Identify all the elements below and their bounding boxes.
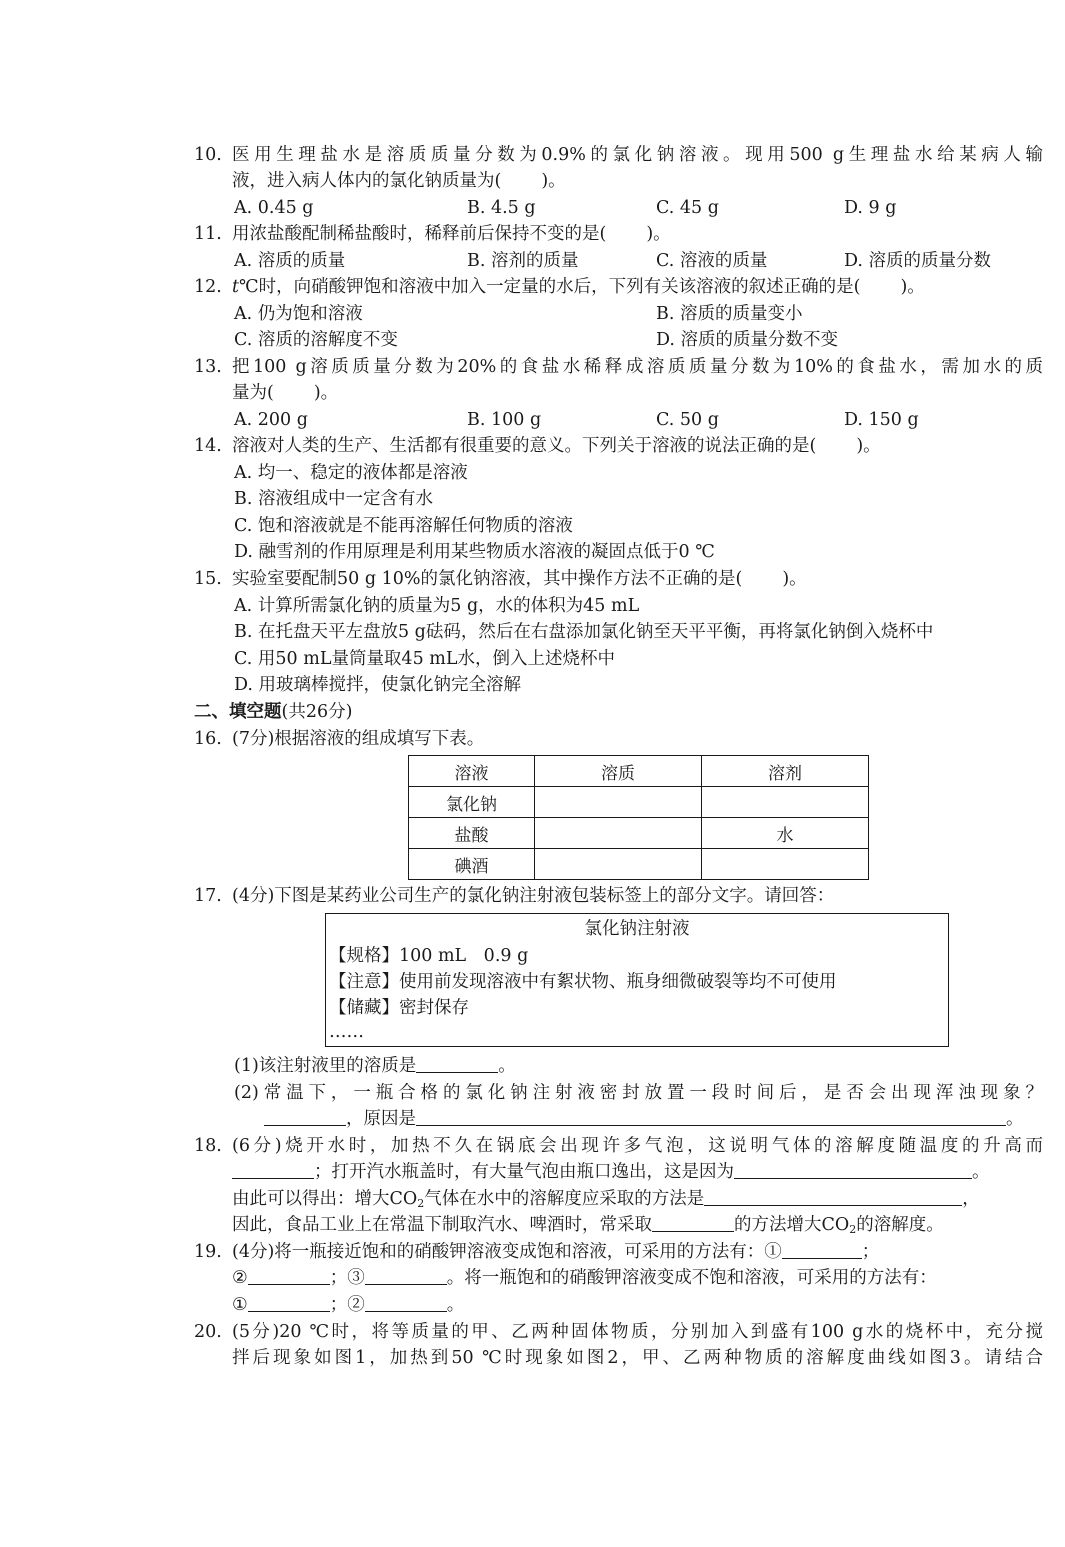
injection-label-box <box>325 913 949 1047</box>
table-row <box>409 849 869 880</box>
q10-stem-line1: 医用生理盐水是溶质质量分数为0.9%的氯化钠溶液。现用500 g生理盐水给某病人输 <box>232 145 1043 165</box>
q14-option-b[interactable]: B. 溶液组成中一定含有水 <box>234 489 433 509</box>
answer-blank[interactable] <box>734 1160 972 1179</box>
table-cell: 氯化钠 <box>409 787 535 818</box>
q10-stem-line2: 液，进入病人体内的氯化钠质量为( )。 <box>232 171 566 191</box>
q15-option-c[interactable]: C. 用50 mL量筒量取45 mL水，倒入上述烧杯中 <box>234 649 615 669</box>
answer-cell[interactable] <box>702 849 869 880</box>
q13-number: 13. <box>194 357 222 377</box>
q14-option-d[interactable]: D. 融雪剂的作用原理是利用某些物质水溶液的凝固点低于0 ℃ <box>234 542 715 562</box>
q12-option-d[interactable]: D. 溶质的质量分数不变 <box>656 330 839 350</box>
q16-number: 16. <box>194 729 222 749</box>
answer-blank[interactable] <box>232 1160 314 1179</box>
answer-blank[interactable] <box>365 1293 447 1312</box>
q11-option-b[interactable]: B. 溶剂的质量 <box>467 251 579 271</box>
q11-option-a[interactable]: A. 溶质的质量 <box>234 251 346 271</box>
q11-number: 11. <box>194 224 222 244</box>
table-cell: 水 <box>702 818 869 849</box>
q17-sub1: (1)该注射液里的溶质是 。 <box>234 1056 516 1076</box>
q11-option-d[interactable]: D. 溶质的质量分数 <box>844 251 992 271</box>
q13-option-b[interactable]: B. 100 g <box>467 410 542 430</box>
q14-stem: 溶液对人类的生产、生活都有很重要的意义。下列关于溶液的说法正确的是( )。 <box>232 436 881 456</box>
label-notice: 【注意】使用前发现溶液中有絮状物、瓶身细微破裂等均不可使用 <box>329 972 837 992</box>
answer-cell[interactable] <box>535 849 702 880</box>
q10-option-b[interactable]: B. 4.5 g <box>467 198 536 218</box>
answer-cell[interactable] <box>535 818 702 849</box>
answer-cell[interactable] <box>702 787 869 818</box>
answer-blank[interactable] <box>416 1054 498 1073</box>
q17-sub2: (2)常温下，一瓶合格的氯化钠注射液密封放置一段时间后，是否会出现浑浊现象？ <box>234 1083 1043 1103</box>
q15-option-b[interactable]: B. 在托盘天平左盘放5 g砝码，然后在右盘添加氯化钠至天平平衡，再将氯化钠倒入烧杯中 <box>234 622 934 642</box>
table-cell: 碘酒 <box>409 849 535 880</box>
q13-stem-line2: 量为( )。 <box>232 383 339 403</box>
q15-number: 15. <box>194 569 222 589</box>
q10-option-c[interactable]: C. 45 g <box>656 198 719 218</box>
q18-line1: (6分)烧开水时，加热不久在锅底会出现许多气泡，这说明气体的溶解度随温度的升高而 <box>232 1136 1043 1156</box>
q19-line1: (4分)将一瓶接近饱和的硝酸钾溶液变成饱和溶液，可采用的方法有：① ； <box>232 1242 880 1262</box>
q19-number: 19. <box>194 1242 222 1262</box>
q18-line3: 由此可以得出：增大$CO_2$气体在水中的溶解度应采取的方法是 ， <box>232 1189 980 1210</box>
q16-stem: (7分)根据溶液的组成填写下表。 <box>232 729 485 749</box>
q18-line4: 因此，食品工业上在常温下制取汽水、啤酒时，常采取 的方法增大$CO_2$的溶解度。 <box>232 1215 944 1236</box>
table-header-cell: 溶液 <box>409 756 535 787</box>
q15-option-d[interactable]: D. 用玻璃棒搅拌，使氯化钠完全溶解 <box>234 675 522 695</box>
solution-composition-table <box>408 755 869 880</box>
answer-blank[interactable] <box>652 1213 734 1232</box>
q17-stem: (4分)下图是某药业公司生产的氯化钠注射液包装标签上的部分文字。请回答： <box>232 886 835 906</box>
q12-stem: t℃时，向硝酸钾饱和溶液中加入一定量的水后，下列有关该溶液的叙述正确的是( )。 <box>232 277 925 297</box>
q14-option-a[interactable]: A. 均一、稳定的液体都是溶液 <box>234 463 468 483</box>
answer-blank[interactable] <box>416 1107 1006 1126</box>
q13-option-a[interactable]: A. 200 g <box>234 410 308 430</box>
q20-line1: (5分)20 ℃时，将等质量的甲、乙两种固体物质，分别加入到盛有100 g水的烧杯中，充分搅 <box>232 1322 1043 1342</box>
answer-blank[interactable] <box>704 1187 962 1206</box>
table-row <box>409 818 869 849</box>
q18-number: 18. <box>194 1136 222 1156</box>
q20-line2: 拌后现象如图1，加热到50 ℃时现象如图2，甲、乙两种物质的溶解度曲线如图3。请结合 <box>232 1348 1043 1368</box>
q11-stem: 用浓盐酸配制稀盐酸时，稀释前后保持不变的是( )。 <box>232 224 671 244</box>
q12-option-a[interactable]: A. 仍为饱和溶液 <box>234 304 363 324</box>
q18-line2: ；打开汽水瓶盖时，有大量气泡由瓶口逸出，这是因为 。 <box>232 1160 990 1186</box>
q13-stem-line1: 把100 g溶质质量分数为20%的食盐水稀释成溶质质量分数为10%的食盐水，需加水的质 <box>232 357 1043 377</box>
section-heading: 二、填空题(共26分) <box>194 702 353 722</box>
q14-option-c[interactable]: C. 饱和溶液就是不能再溶解任何物质的溶液 <box>234 516 573 536</box>
q20-number: 20. <box>194 1322 222 1342</box>
q15-option-a[interactable]: A. 计算所需氯化钠的质量为5 g，水的体积为45 mL <box>234 596 640 616</box>
table-header-cell: 溶剂 <box>702 756 869 787</box>
label-title: 氯化钠注射液 <box>584 919 690 939</box>
answer-cell[interactable] <box>535 787 702 818</box>
q17-number: 17. <box>194 886 222 906</box>
table-header-row <box>409 756 869 787</box>
answer-blank[interactable] <box>264 1107 346 1126</box>
label-spec: 【规格】100 mL 0.9 g <box>329 946 529 966</box>
q19-line2: ② ；③ 。将一瓶饱和的硝酸钾溶液变成不饱和溶液，可采用的方法有： <box>232 1268 937 1288</box>
q17-sub2-answer: ，原因是 。 <box>264 1107 1043 1133</box>
label-storage: 【储藏】密封保存 <box>329 998 469 1018</box>
q10-option-d[interactable]: D. 9 g <box>844 198 897 218</box>
q14-number: 14. <box>194 436 222 456</box>
q12-number: 12. <box>194 277 222 297</box>
answer-blank[interactable] <box>248 1293 330 1312</box>
table-row <box>409 787 869 818</box>
table-header-cell: 溶质 <box>535 756 702 787</box>
q13-option-c[interactable]: C. 50 g <box>656 410 719 430</box>
q13-option-d[interactable]: D. 150 g <box>844 410 919 430</box>
answer-blank[interactable] <box>248 1266 330 1285</box>
q11-option-c[interactable]: C. 溶液的质量 <box>656 251 768 271</box>
q19-line3: ① ；② 。 <box>232 1295 465 1315</box>
q12-option-c[interactable]: C. 溶质的溶解度不变 <box>234 330 398 350</box>
q10-number: 10. <box>194 145 222 165</box>
answer-blank[interactable] <box>365 1266 447 1285</box>
answer-blank[interactable] <box>782 1240 862 1259</box>
q10-option-a[interactable]: A. 0.45 g <box>234 198 314 218</box>
q12-option-b[interactable]: B. 溶质的质量变小 <box>656 304 803 324</box>
q15-stem: 实验室要配制50 g 10%的氯化钠溶液，其中操作方法不正确的是( )。 <box>232 569 807 589</box>
table-cell: 盐酸 <box>409 818 535 849</box>
label-ellipsis: …… <box>329 1022 364 1042</box>
